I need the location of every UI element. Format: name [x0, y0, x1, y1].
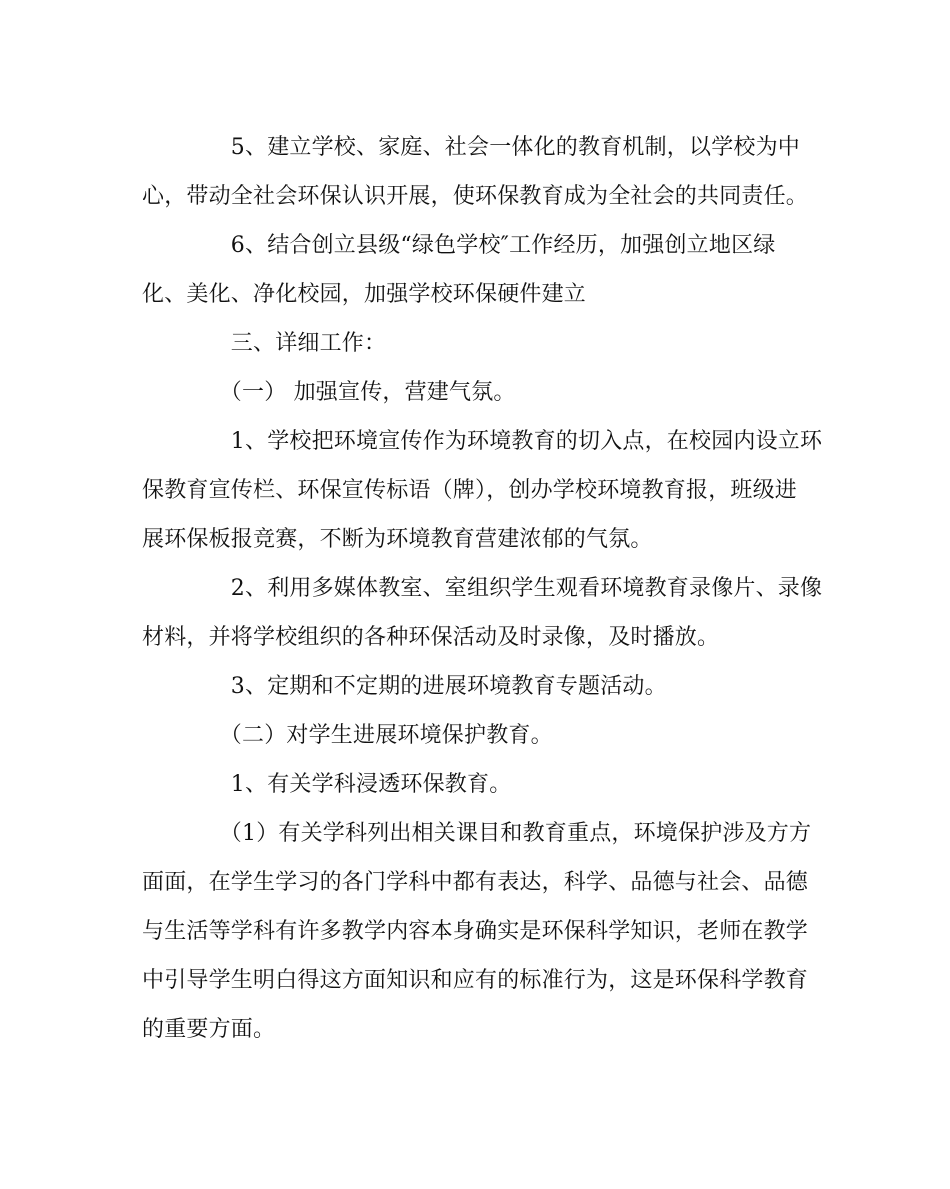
subsection-heading-one: （一） 加强宣传，营建气氛。 — [142, 380, 516, 405]
paragraph-5-line-2: 心，带动全社会环保认识开展，使环保教育成为全社会的共同责任。 — [142, 184, 809, 209]
section-heading-three: 三、详细工作： — [142, 331, 387, 356]
item-1-line-3: 展环保板报竞赛，不断为环境教育营建浓郁的气氛。 — [142, 527, 653, 552]
paragraph-6-line-1: 6、结合创立县级“绿色学校″工作经历，加强创立地区绿 — [142, 233, 776, 258]
sub-item-1-1-line-2: 面面，在学生学习的各门学科中都有表达，科学、品德与社会、品德 — [142, 870, 809, 895]
paragraph-6-line-2: 化、美化、净化校园，加强学校环保硬件建立 — [142, 282, 587, 307]
sub-item-1: 1、有关学科浸透环保教育。 — [142, 772, 512, 797]
item-2-line-1: 2、利用多媒体教室、室组织学生观看环境教育录像片、录像 — [142, 576, 823, 601]
sub-item-1-1-line-3: 与生活等学科有许多教学内容本身确实是环保科学知识，老师在教学 — [142, 919, 809, 944]
subsection-heading-two: （二）对学生进展环境保护教育。 — [142, 723, 553, 748]
item-1-line-2: 保教育宣传栏、环保宣传标语（牌），创办学校环境教育报，班级进 — [142, 478, 798, 503]
sub-item-1-1-line-4: 中引导学生明白得这方面知识和应有的标准行为，这是环保科学教育 — [142, 968, 809, 993]
item-1-line-1: 1、学校把环境宣传作为环境教育的切入点，在校园内设立环 — [142, 429, 823, 454]
sub-item-1-1-line-5: 的重要方面。 — [142, 1017, 276, 1042]
item-3-line-1: 3、定期和不定期的进展环境教育专题活动。 — [142, 674, 667, 699]
item-2-line-2: 材料，并将学校组织的各种环保活动及时录像，及时播放。 — [142, 625, 720, 650]
sub-item-1-1-line-1: （1）有关学科列出相关课目和教育重点，环境保护涉及方方 — [142, 821, 812, 846]
paragraph-5-line-1: 5、建立学校、家庭、社会一体化的教育机制，以学校为中 — [142, 135, 800, 160]
